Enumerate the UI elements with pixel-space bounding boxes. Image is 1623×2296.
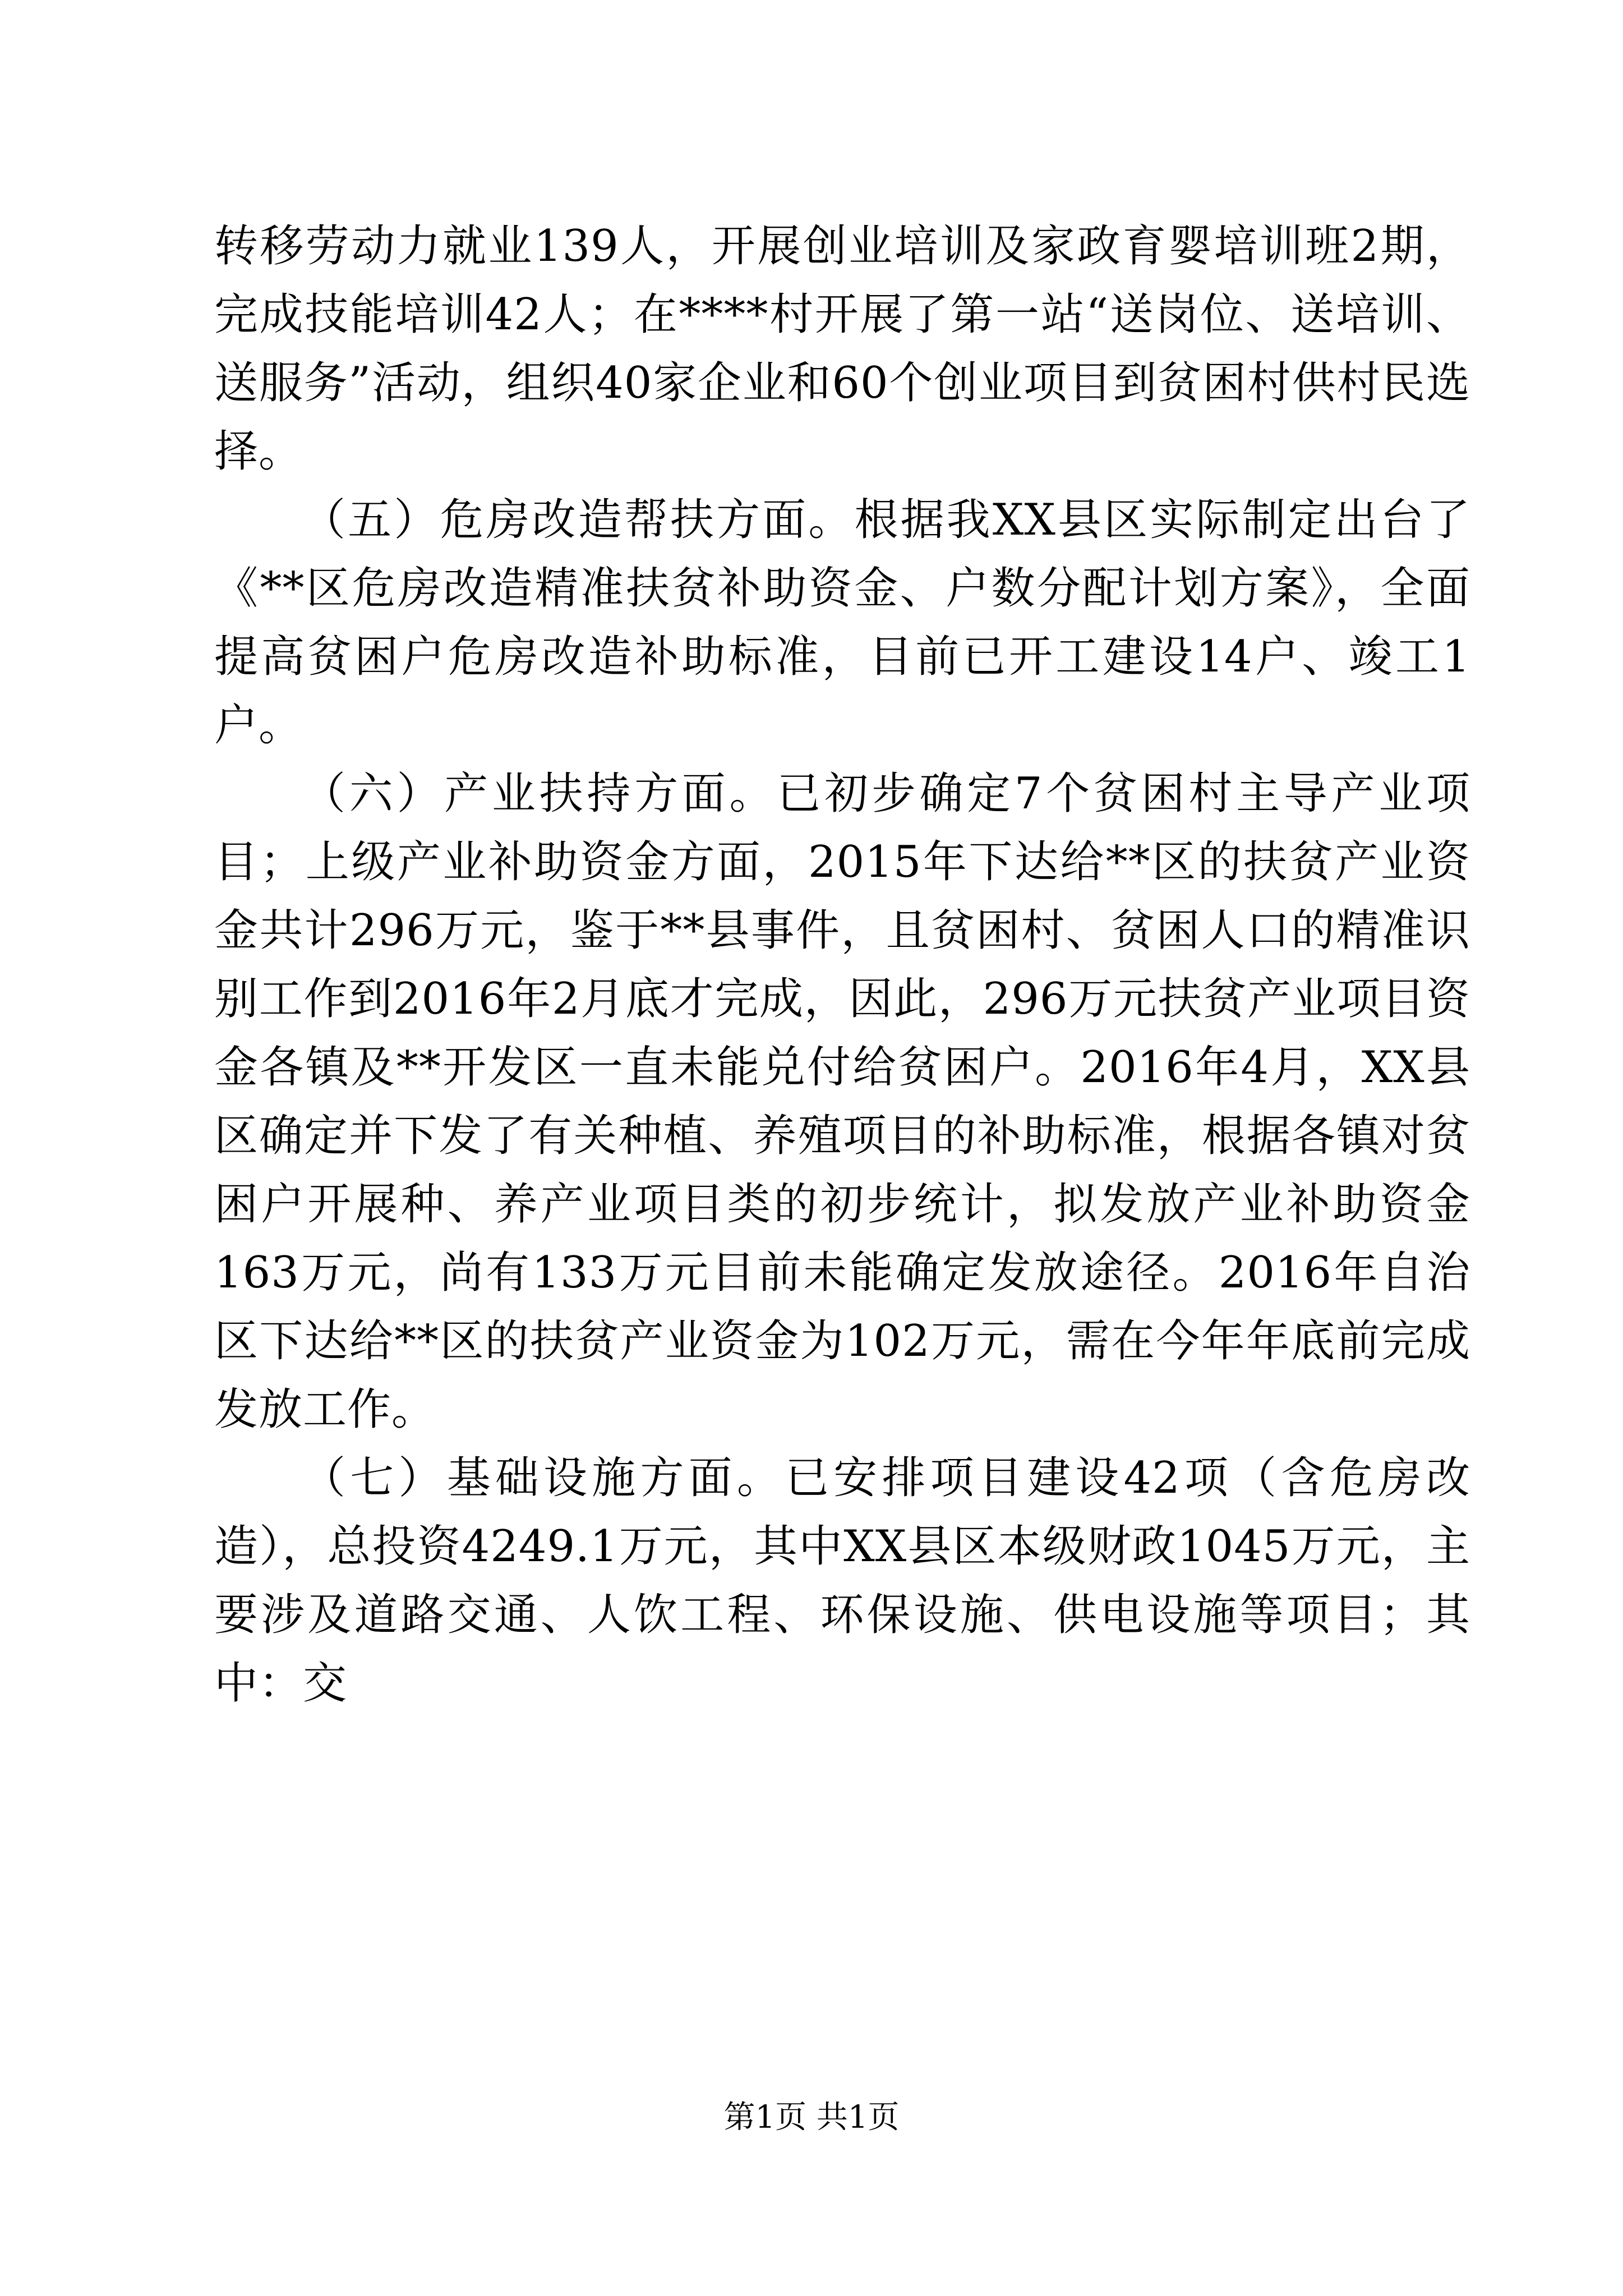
document-body — [214, 212, 1470, 1718]
page-footer: 第1页 共1页 — [723, 2099, 900, 2136]
paragraph-employment-training: 转移劳动力就业139人，开展创业培训及家政育婴培训班2期，完成技能培训42人；在****村开展了第一站“送岗位、送培训、送服务”活动，组织40家企业和60个创业项目到贫困村供村民选择。 — [214, 221, 1470, 477]
paragraph-housing-renovation: （五）危房改造帮扶方面。根据我XX县区实际制定出台了《**区危房改造精准扶贫补助资金、户数分配计划方案》，全面提高贫困户危房改造补助标准，目前已开工建设14户、竣工1户。 — [214, 495, 1470, 751]
paragraph-industry-support: （六）产业扶持方面。已初步确定7个贫困村主导产业项目；上级产业补助资金方面，2015年下达给**区的扶贫产业资金共计296万元，鉴于**县事件，且贫困村、贫困人口的精准识别工作到2016年2月底才完成，因此，296万元扶贫产业项目资金各镇及**开发区一直未能兑付给贫困户。2016年4月，XX县区确定并下发了有关种植、养殖项目的补助标准，根据各镇对贫困户开展种、养产业项目类的初步统计，拟发放产业补助资金163万元，尚有133万元目前未能确定发放途径。2016年自治区下达给**区的扶贫产业资金为102万元，需在今年年底前完成发放工作。 — [214, 769, 1470, 1435]
paragraph-infrastructure: （七）基础设施方面。已安排项目建设42项（含危房改造），总投资4249.1万元，其中XX县区本级财政1045万元，主要涉及道路交通、人饮工程、环保设施、供电设施等项目；其中：交 — [214, 1453, 1470, 1709]
